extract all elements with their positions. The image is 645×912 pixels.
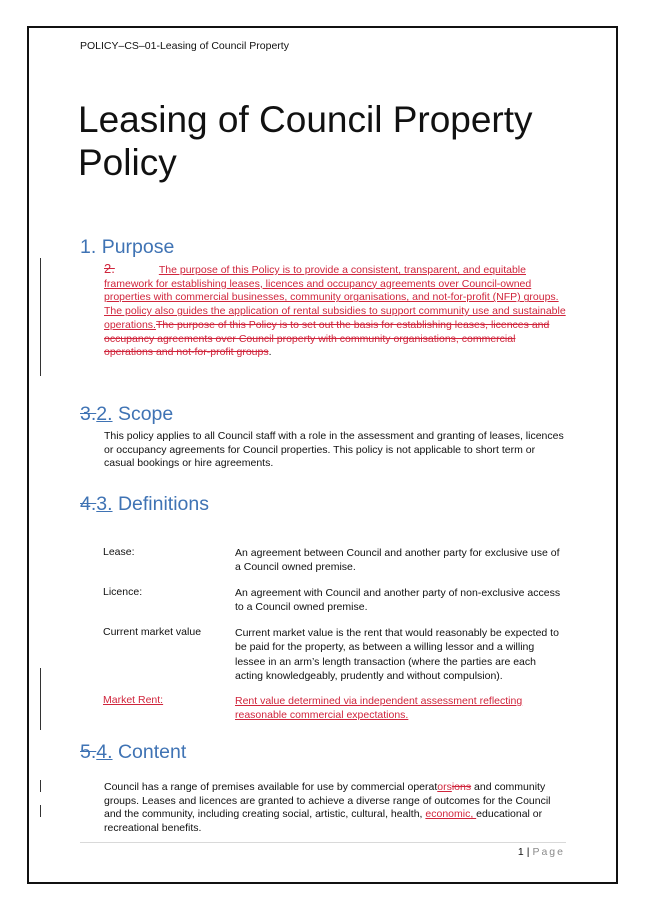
scope-heading bbox=[80, 403, 173, 426]
content-heading-text: Content bbox=[117, 741, 187, 763]
scope-heading-text: Scope bbox=[117, 403, 174, 425]
title-line-1: Leasing of Council Property bbox=[78, 99, 533, 140]
definition-term: Current market value bbox=[103, 626, 202, 638]
content-deleted-number: 5. bbox=[80, 741, 97, 763]
document-title bbox=[78, 98, 578, 184]
content-inserted-a: ors bbox=[437, 781, 452, 793]
scope-inserted-number: 2. bbox=[96, 403, 113, 425]
purpose-deleted-number: 2. bbox=[104, 261, 115, 276]
definitions-heading-text: Definitions bbox=[117, 493, 209, 515]
purpose-inserted-text: The purpose of this Policy is to provide a consistent, transparent, and equitable framework for establishing leases, licences and occupancy agreements over Council-owned properties with commercial businesses, community organisations, and not-for-profit (NFP) groups. The policy also guides the application of rental subsidies to support community use and sustainable operations. bbox=[104, 264, 566, 331]
purpose-heading-number: 1. bbox=[80, 236, 97, 258]
definitions-deleted-number: 4. bbox=[80, 493, 97, 515]
definitions-inserted-number: 3. bbox=[96, 493, 113, 515]
purpose-heading bbox=[80, 236, 174, 259]
definition-term: Market Rent: bbox=[103, 694, 164, 706]
content-heading bbox=[80, 741, 186, 764]
definition-term: Lease: bbox=[103, 546, 135, 558]
purpose-deleted-text: The purpose of this Policy is to set out the basis for establishing leases, licences and occupancy agreements over Council property with community organisations, commercial operations and not-for-profit groups bbox=[104, 318, 550, 359]
page-header: POLICY–CS–01-Leasing of Council Property bbox=[80, 40, 289, 52]
content-text-b: and community groups. Leases and licences are granted to achieve a diverse range of outcomes for the Council and the community, including creating social, artistic, cultural, health, bbox=[104, 781, 551, 821]
scope-deleted-number: 3. bbox=[80, 403, 97, 425]
content-text-c: educational or recreational benefits. bbox=[104, 808, 543, 835]
purpose-heading-text: Purpose bbox=[101, 236, 175, 258]
change-bar bbox=[40, 805, 41, 817]
content-deleted-a: ions bbox=[451, 781, 472, 793]
scope-text: This policy applies to all Council staff with a role in the assessment and granting of leases, licences or occupancy agreements for Council properties. This policy is not applicable to short term or casual bookings or hire agreements. bbox=[104, 430, 564, 470]
change-bar bbox=[40, 258, 41, 376]
content-inserted-number: 4. bbox=[96, 741, 113, 763]
footer-divider bbox=[80, 842, 566, 843]
definition-term: Licence: bbox=[103, 586, 143, 598]
page-footer bbox=[518, 846, 565, 858]
purpose-text bbox=[104, 262, 566, 360]
purpose-end: . bbox=[268, 346, 272, 359]
change-bar bbox=[40, 668, 41, 730]
change-bar bbox=[40, 780, 41, 792]
content-text bbox=[104, 781, 566, 836]
page-number: 1 bbox=[517, 846, 524, 858]
definition-description: Rent value determined via independent assessment reflecting reasonable commercial expectations. bbox=[235, 695, 523, 722]
content-text-a: Council has a range of premises available for use by commercial operat bbox=[104, 781, 438, 793]
definition-description: Current market value is the rent that would reasonably be expected to be paid for the property, as between a willing lessor and a willing lessee in an arm’s length transaction (where the parties are each acting knowledgeably, prudently and without compulsion). bbox=[235, 627, 559, 682]
definition-description: An agreement with Council and another party of non-exclusive access to a Council owned premise. bbox=[235, 587, 561, 614]
definitions-heading bbox=[80, 493, 209, 516]
title-line-2: Policy bbox=[78, 142, 177, 183]
footer-separator: | bbox=[526, 846, 530, 858]
definition-description: An agreement between Council and another party for exclusive use of a Council owned premise. bbox=[235, 547, 560, 574]
content-inserted-b: economic, bbox=[425, 808, 477, 821]
page-label: Page bbox=[532, 846, 565, 858]
